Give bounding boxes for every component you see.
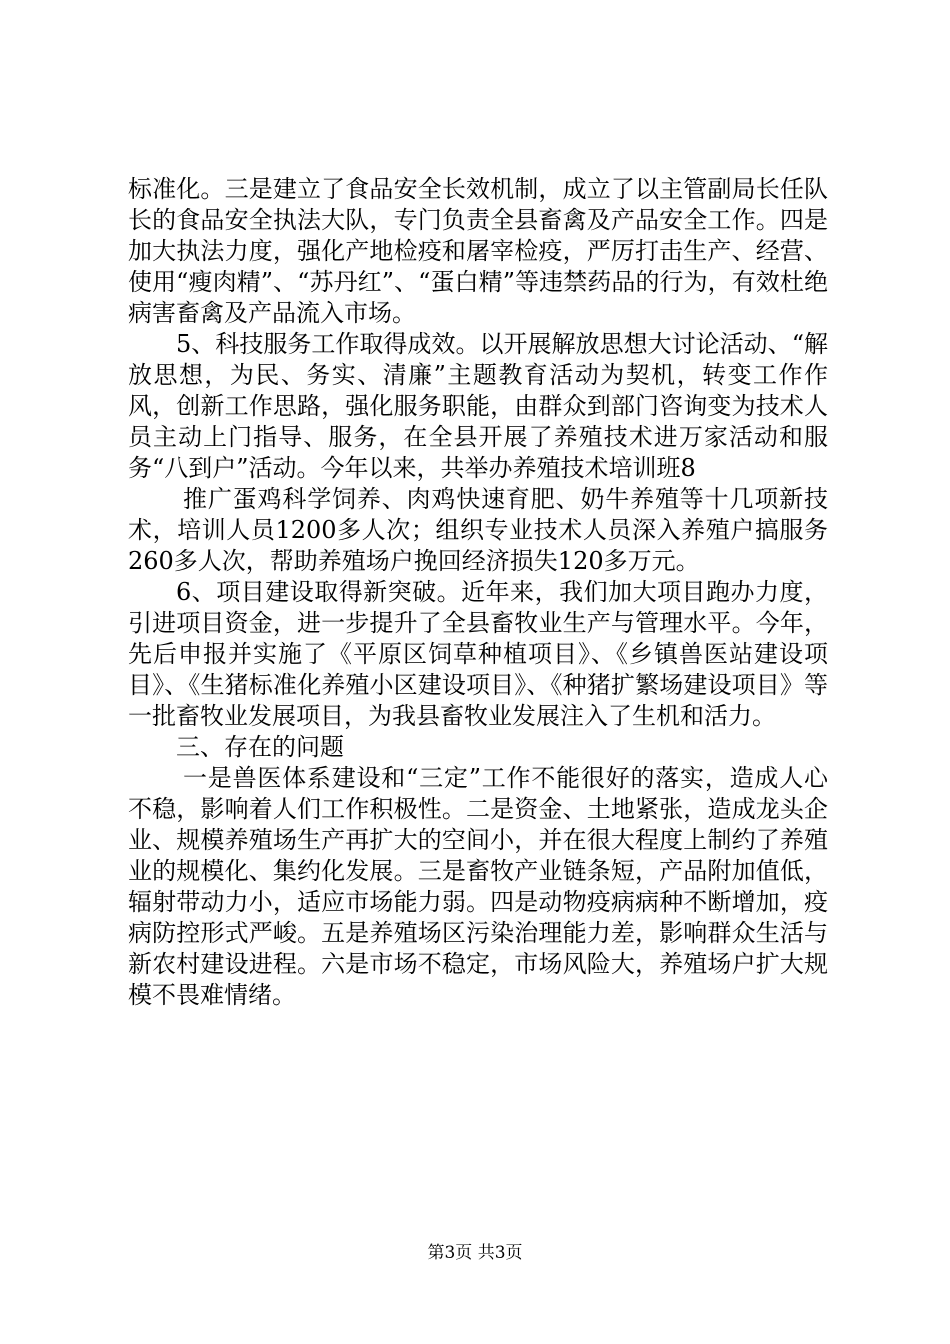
- paragraph-standardization: 标准化。三是建立了食品安全长效机制，成立了以主管副局长任队长的食品安全执法大队，专门负责全县畜禽及产品安全工作。四是加大执法力度，强化产地检疫和屠宰检疫，严厉打击生产、经营、使用“瘦肉精”、“苏丹红”、“蛋白精”等违禁药品的行为，有效杜绝病害畜禽及产品流入市场。: [128, 175, 828, 327]
- paragraph-promotion: 推广蛋鸡科学饲养、肉鸡快速育肥、奶牛养殖等十几项新技术，培训人员1200多人次；组织专业技术人员深入养殖户搞服务260多人次，帮助养殖场户挽回经济损失120多万元。: [128, 485, 828, 575]
- document-body: [128, 174, 828, 1011]
- paragraph-projects: 6、项目建设取得新突破。近年来，我们加大项目跑办力度，引进项目资金，进一步提升了全县畜牧业生产与管理水平。今年，先后申报并实施了《平原区饲草种植项目》、《乡镇兽医站建设项目》、《生猪标准化养殖小区建设项目》、《种猪扩繁场建设项目》等一批畜牧业发展项目，为我县畜牧业发展注入了生机和活力。: [128, 578, 828, 730]
- section-heading-problems: 三、存在的问题: [176, 733, 344, 761]
- page-indicator: 第3页 共3页: [427, 1243, 523, 1263]
- page-footer: [0, 1242, 950, 1264]
- paragraph-problems: 一是兽医体系建设和“三定”工作不能很好的落实，造成人心不稳，影响着人们工作积极性。二是资金、土地紧张，造成龙头企业、规模养殖场生产再扩大的空间小，并在很大程度上制约了养殖业的规模化、集约化发展。三是畜牧产业链条短，产品附加值低，辐射带动力小，适应市场能力弱。四是动物疫病病种不断增加，疫病防控形式严峻。五是养殖场区污染治理能力差，影响群众生活与新农村建设进程。六是市场不稳定，市场风险大，养殖场户扩大规模不畏难情绪。: [128, 764, 828, 1009]
- paragraph-tech-service: 5、科技服务工作取得成效。以开展解放思想大讨论活动、“解放思想，为民、务实、清廉”主题教育活动为契机，转变工作作风，创新工作思路，强化服务职能，由群众到部门咨询变为技术人员主动上门指导、服务，在全县开展了养殖技术进万家活动和服务“八到户”活动。今年以来，共举办养殖技术培训班8: [128, 330, 828, 482]
